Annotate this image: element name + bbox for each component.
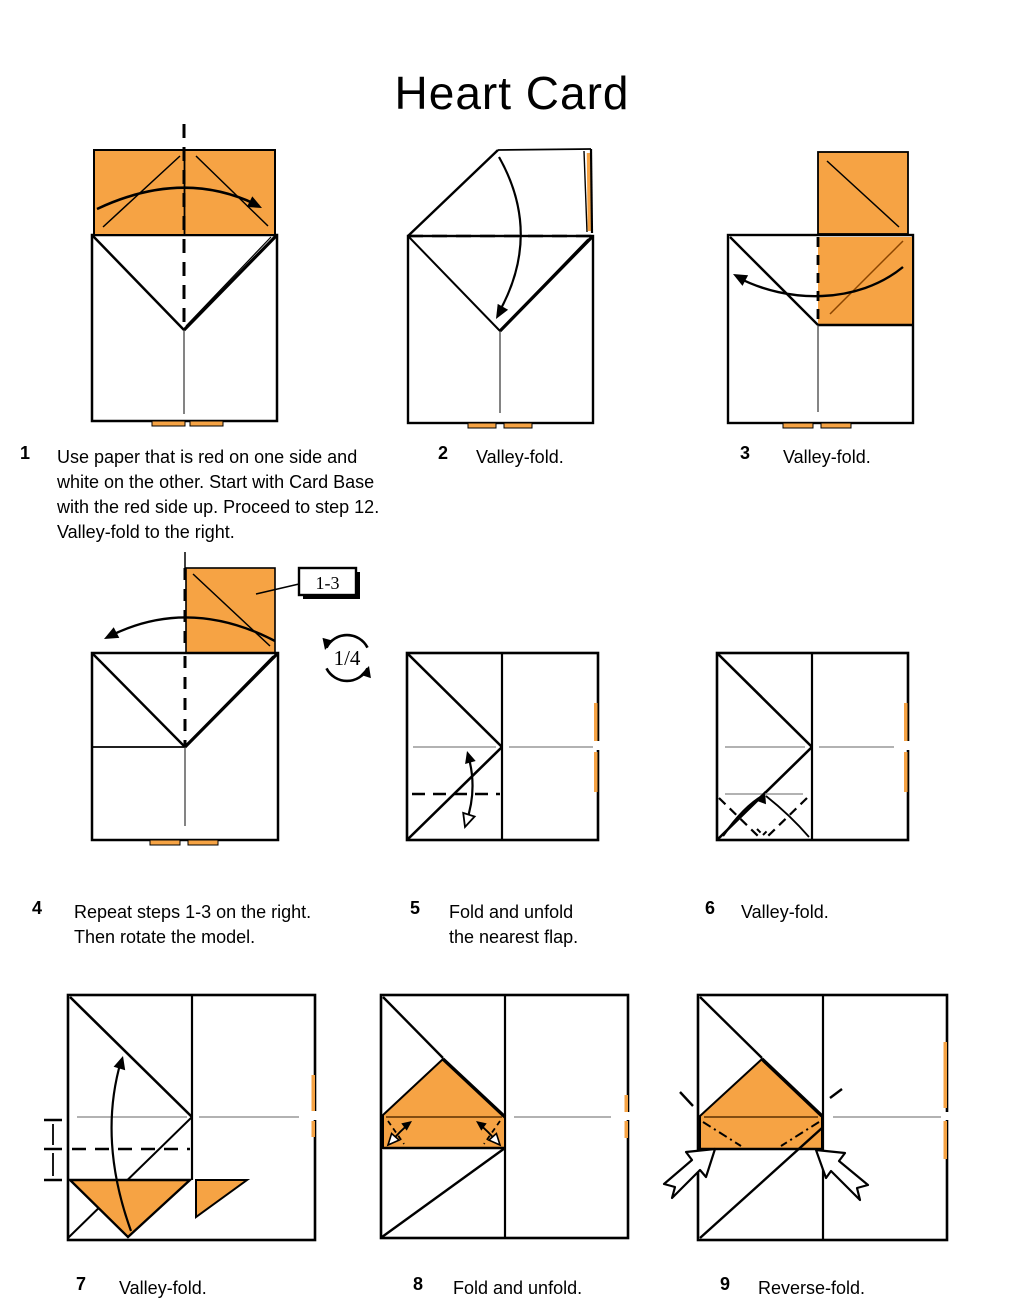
step-2-caption: Valley-fold. xyxy=(476,447,564,467)
paper-model xyxy=(381,995,633,1238)
step-1-number: 1 xyxy=(20,443,31,463)
paper-sliver xyxy=(944,1042,948,1108)
step-7-diagram xyxy=(38,988,344,1248)
paper-model xyxy=(680,995,952,1240)
page-title: Heart Card xyxy=(394,67,630,119)
step-6-caption: Valley-fold. xyxy=(741,902,829,922)
step-3-diagram xyxy=(712,138,962,438)
paper-notch xyxy=(310,1111,320,1120)
paper-sliver xyxy=(944,1121,948,1159)
paper-sliver xyxy=(468,423,496,428)
step-3-number: 3 xyxy=(740,443,751,463)
step-9-number: 9 xyxy=(720,1274,731,1294)
paper-sliver xyxy=(504,423,532,428)
paper-sliver xyxy=(821,423,851,428)
step-9-diagram xyxy=(650,985,970,1247)
paper-sliver xyxy=(150,840,180,845)
step-6-number: 6 xyxy=(705,898,716,918)
step-3-caption: Valley-fold. xyxy=(783,447,871,467)
paper-notch xyxy=(623,1112,633,1120)
paper-sliver xyxy=(188,840,218,845)
paper-sliver xyxy=(594,752,598,792)
step-6-diagram xyxy=(712,648,918,846)
paper-notch xyxy=(593,741,603,750)
paper-sliver xyxy=(312,1075,316,1111)
rotate-fraction-label: 1/4 xyxy=(333,646,361,670)
paper-notch xyxy=(903,741,913,750)
step-8-number: 8 xyxy=(413,1274,424,1294)
repeat-label: 1-3 xyxy=(315,573,340,593)
paper-model xyxy=(92,124,277,426)
step-2-diagram xyxy=(390,128,625,440)
step-5-diagram xyxy=(402,648,604,846)
crease-tick xyxy=(680,1092,693,1106)
step-2-number: 2 xyxy=(438,443,449,463)
step-5-number: 5 xyxy=(410,898,421,918)
paper-model xyxy=(92,552,278,845)
paper-sliver xyxy=(589,153,590,231)
paper-sliver xyxy=(904,703,908,741)
paper-model xyxy=(408,149,593,428)
paper-sliver xyxy=(783,423,813,428)
paper-model xyxy=(728,152,913,428)
paper-model xyxy=(717,653,913,840)
step-1-caption: Use paper that is red on one side and white on the other. Start with Card Base with the red side up. Proceed to step 12. Valley-fold to the right. xyxy=(57,447,380,542)
paper-notch xyxy=(942,1112,952,1120)
step-9-caption: Reverse-fold. xyxy=(758,1278,866,1298)
step-4-caption: Repeat steps 1-3 on the right. Then rotate the model. xyxy=(74,902,312,947)
step-4-diagram xyxy=(78,548,378,888)
paper-sliver xyxy=(625,1121,629,1138)
paper-sliver xyxy=(625,1095,629,1112)
step-8-caption: Fold and unfold. xyxy=(453,1278,583,1298)
paper-model xyxy=(407,653,603,840)
step-4-number: 4 xyxy=(32,898,43,918)
paper-sliver xyxy=(152,421,185,426)
step-7-caption: Valley-fold. xyxy=(119,1278,207,1298)
step-5-caption: Fold and unfold the nearest flap. xyxy=(449,902,579,947)
paper-sliver xyxy=(312,1121,316,1137)
paper-sliver xyxy=(904,752,908,792)
rotate-symbol xyxy=(323,635,371,681)
paper-model xyxy=(68,995,320,1240)
step-7-number: 7 xyxy=(76,1274,87,1294)
dimension-ticks xyxy=(44,1120,62,1180)
step-8-diagram xyxy=(374,988,634,1244)
paper-sliver xyxy=(190,421,223,426)
paper-sliver xyxy=(594,703,598,741)
step-1-diagram xyxy=(60,118,300,433)
